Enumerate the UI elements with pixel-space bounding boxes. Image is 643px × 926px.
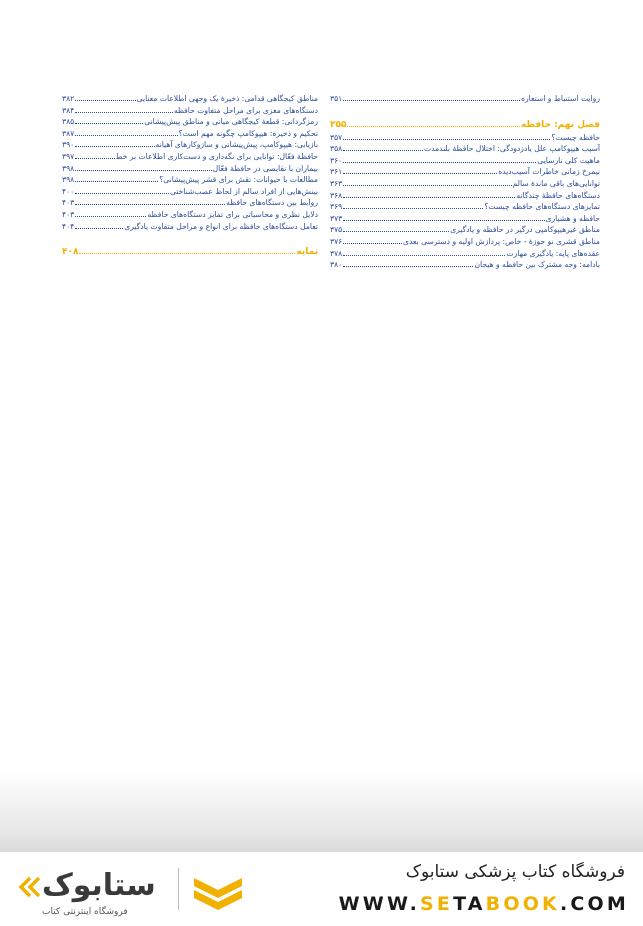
toc-dot-leader xyxy=(75,181,158,182)
toc-dot-leader xyxy=(343,139,550,140)
toc-entry-title: بیماران با نقایصی در حافظهٔ فعّال xyxy=(212,163,318,173)
toc-page-number: ۳۶۱ xyxy=(330,167,343,177)
toc-gap xyxy=(62,232,318,245)
toc-entry[interactable] xyxy=(330,93,600,105)
toc-dot-leader xyxy=(75,216,146,217)
toc-entry[interactable] xyxy=(62,139,318,151)
toc-page-number: ۳۹۷ xyxy=(62,151,75,161)
toc-dot-leader xyxy=(75,170,211,171)
toc-page-number: ۴۰۳ xyxy=(62,198,75,208)
toc-page-number: ۳۷۳ xyxy=(330,213,343,223)
toc-page-number: ۳۹۸ xyxy=(62,163,75,173)
toc-entry-title: مناطق غیرهیپوکامپی درگیر در حافظه و یادگیری xyxy=(450,225,600,235)
chevrons-icon xyxy=(18,876,42,898)
toc-entry[interactable] xyxy=(330,224,600,236)
setabook-book-icon xyxy=(190,872,246,912)
toc-page-number: ۳۹۸ xyxy=(62,175,75,185)
toc-dot-leader xyxy=(75,123,143,124)
toc-entry-title: مطالعات با حیوانات: نقش برای قشر پیش‌پیشانی؟ xyxy=(159,175,318,185)
toc-entry-title: آسیب هیپوکامپ علل یادزدودگی: اختلال حافظهٔ بلندمدت xyxy=(423,144,600,154)
toc-page-number: ۴۰۳ xyxy=(62,209,75,219)
toc-page-number: ۳۷۶ xyxy=(330,236,343,246)
toc-dot-leader xyxy=(75,193,169,194)
toc-page-number: ۳۸۲ xyxy=(62,94,75,103)
toc-page-number: ۳۹۰ xyxy=(62,140,75,150)
toc-entry[interactable] xyxy=(62,128,318,140)
toc-dot-leader xyxy=(343,243,402,244)
toc-dot-leader xyxy=(343,197,515,198)
toc-entry-title: مناطق کیجگاهی قدامی: ذخیرهٔ یک وجهی اطلاعات معنایی xyxy=(136,94,318,103)
toc-page-number: ۳۷۵ xyxy=(330,225,343,235)
toc-dot-leader xyxy=(75,146,154,147)
toc-entry-title: دلایل نظری و محاسباتی برای تمایز دستگاه‌های حافظه xyxy=(147,209,318,219)
toc-entry-title: بینش‌هایی از افراد سالم از لحاظ عصب‌شناختی xyxy=(169,186,318,196)
toc-entry[interactable] xyxy=(330,248,600,260)
toc-page-number: ۴۰۰ xyxy=(62,186,75,196)
toc-entry[interactable] xyxy=(330,155,600,167)
toc-entry-title: نمایه xyxy=(296,247,318,258)
toc-page-number: ۳۸۴ xyxy=(62,105,75,115)
toc-entry[interactable] xyxy=(62,174,318,186)
toc-page-number: ۳۵۸ xyxy=(330,144,343,154)
setabook-logo-text: ستابوک xyxy=(42,868,156,903)
toc-entry[interactable] xyxy=(62,186,318,198)
toc-dot-leader xyxy=(343,255,505,256)
toc-page-number: ۳۵۱ xyxy=(330,94,343,103)
toc-entry-title: نیمرخ زمانی خاطرات آسیب‌دیده xyxy=(498,167,600,177)
toc-dot-leader xyxy=(343,185,511,186)
toc-dot-leader xyxy=(75,204,225,205)
toc-entry[interactable] xyxy=(330,166,600,178)
toc-dot-leader xyxy=(343,173,497,174)
toc-entry[interactable] xyxy=(330,143,600,155)
toc-entry[interactable] xyxy=(62,151,318,163)
toc-gap xyxy=(330,105,600,118)
footer-divider xyxy=(178,868,179,910)
toc-entry[interactable] xyxy=(62,93,318,105)
toc-entry[interactable] xyxy=(330,213,600,225)
toc-entry-title: عقده‌های پایه: یادگیری مهارت xyxy=(506,248,600,258)
toc-entry-title: دستگاه‌های حافظهٔ چندگانه xyxy=(516,190,600,200)
toc-chapter-heading[interactable] xyxy=(330,118,600,132)
shop-url[interactable]: WWW.SETABOOK.COM xyxy=(338,893,629,915)
toc-entry-title: حافظه چیست؟ xyxy=(551,132,600,142)
toc-dot-leader xyxy=(75,112,173,113)
footer-shadow xyxy=(0,770,643,856)
toc-dot-leader xyxy=(343,100,520,101)
toc-entry[interactable] xyxy=(330,178,600,190)
toc-entry[interactable] xyxy=(330,201,600,213)
toc-page-number: ۳۶۳ xyxy=(330,178,343,188)
toc-entry-title: مناطق قشری نو حوزهٔ - خاص: پردازش اولیه و دسترسی بعدی xyxy=(403,236,600,246)
toc-dot-leader xyxy=(343,150,423,151)
toc-entry[interactable] xyxy=(330,236,600,248)
toc-entry[interactable] xyxy=(62,221,318,233)
toc-page-number: ۳۸۵ xyxy=(62,117,75,127)
toc-page-number: ۴۰۸ xyxy=(62,247,79,258)
toc-page-number: ۳۷۸ xyxy=(330,248,343,258)
toc-entry-title: دستگاه‌های مغزی برای مراحل متفاوت حافظه xyxy=(173,105,318,115)
toc-entry-title: بازیابی: هیپوکامپ، پیش‌پیشانی و سازوکارهای آهیانه xyxy=(155,140,318,150)
toc-entry[interactable] xyxy=(62,209,318,221)
toc-entry-title: روابط بین دستگاه‌های حافظه xyxy=(226,198,318,208)
shop-title: فروشگاه کتاب پزشکی ستابوک xyxy=(405,862,625,882)
toc-entry[interactable] xyxy=(62,105,318,117)
setabook-logo-subtitle: فروشگاه اینترنتی کتاب xyxy=(42,907,128,917)
toc-entry-title: حافظه و هشیاری xyxy=(545,213,600,223)
toc-dot-leader xyxy=(75,228,123,229)
toc-dot-leader xyxy=(75,100,135,101)
toc-page-number: ۳۵۵ xyxy=(330,119,347,130)
toc-dot-leader xyxy=(343,266,473,267)
toc-dot-leader xyxy=(79,253,295,254)
toc-dot-leader xyxy=(343,162,536,163)
toc-entry-title: توانایی‌های باقی ماندهٔ سالم xyxy=(512,178,600,188)
toc-entry[interactable] xyxy=(62,116,318,128)
toc-entry[interactable] xyxy=(330,132,600,144)
toc-entry-title: فصل نهم: حافظه xyxy=(520,119,600,130)
toc-entry[interactable] xyxy=(62,163,318,175)
toc-entry-title: بادامه: وجه مشترک بین حافظه و هیجان xyxy=(474,260,600,270)
toc-entry-title: تمایزهای دستگاه‌های حافظه چیست؟ xyxy=(484,202,600,212)
toc-column-left xyxy=(62,93,318,259)
toc-dot-leader xyxy=(75,158,114,159)
toc-page-number: ۳۶۹ xyxy=(330,202,343,212)
toc-page-number: ۳۶۸ xyxy=(330,190,343,200)
toc-entry[interactable] xyxy=(330,190,600,202)
toc-dot-leader xyxy=(347,126,519,127)
toc-page-number: ۴۰۴ xyxy=(62,221,75,231)
toc-page-number: ۳۸۰ xyxy=(330,260,343,270)
toc-column-right xyxy=(330,93,600,271)
toc-entry-title: رمزگردانی: قطعهٔ کیجگاهی میانی و مناطق پیش‌پیشانی xyxy=(144,117,318,127)
toc-entry-title: ماهیت کلی نارسایی xyxy=(537,155,600,165)
toc-chapter-heading[interactable] xyxy=(62,245,318,259)
toc-entry-title: حافظهٔ فعّال: توانایی برای نگه‌داری و دست‌کاری اطلاعات بر خط xyxy=(115,151,318,161)
toc-page-number: ۳۵۷ xyxy=(330,132,343,142)
toc-dot-leader xyxy=(75,135,177,136)
toc-entry[interactable] xyxy=(62,197,318,209)
toc-dot-leader xyxy=(343,231,449,232)
toc-entry-title: تحکیم و ذخیره: هیپوکامپ چگونه مهم است؟ xyxy=(178,128,318,138)
toc-dot-leader xyxy=(343,208,483,209)
toc-page-number: ۳۶۰ xyxy=(330,155,343,165)
toc-entry[interactable] xyxy=(330,259,600,271)
toc-dot-leader xyxy=(343,220,544,221)
toc-entry-title: تعامل دستگاه‌های حافظه برای انواع و مراحل متفاوت یادگیری xyxy=(124,221,318,231)
toc-page-number: ۳۸۷ xyxy=(62,128,75,138)
toc-entry-title: روایت استنباط و استعاره xyxy=(521,94,600,103)
